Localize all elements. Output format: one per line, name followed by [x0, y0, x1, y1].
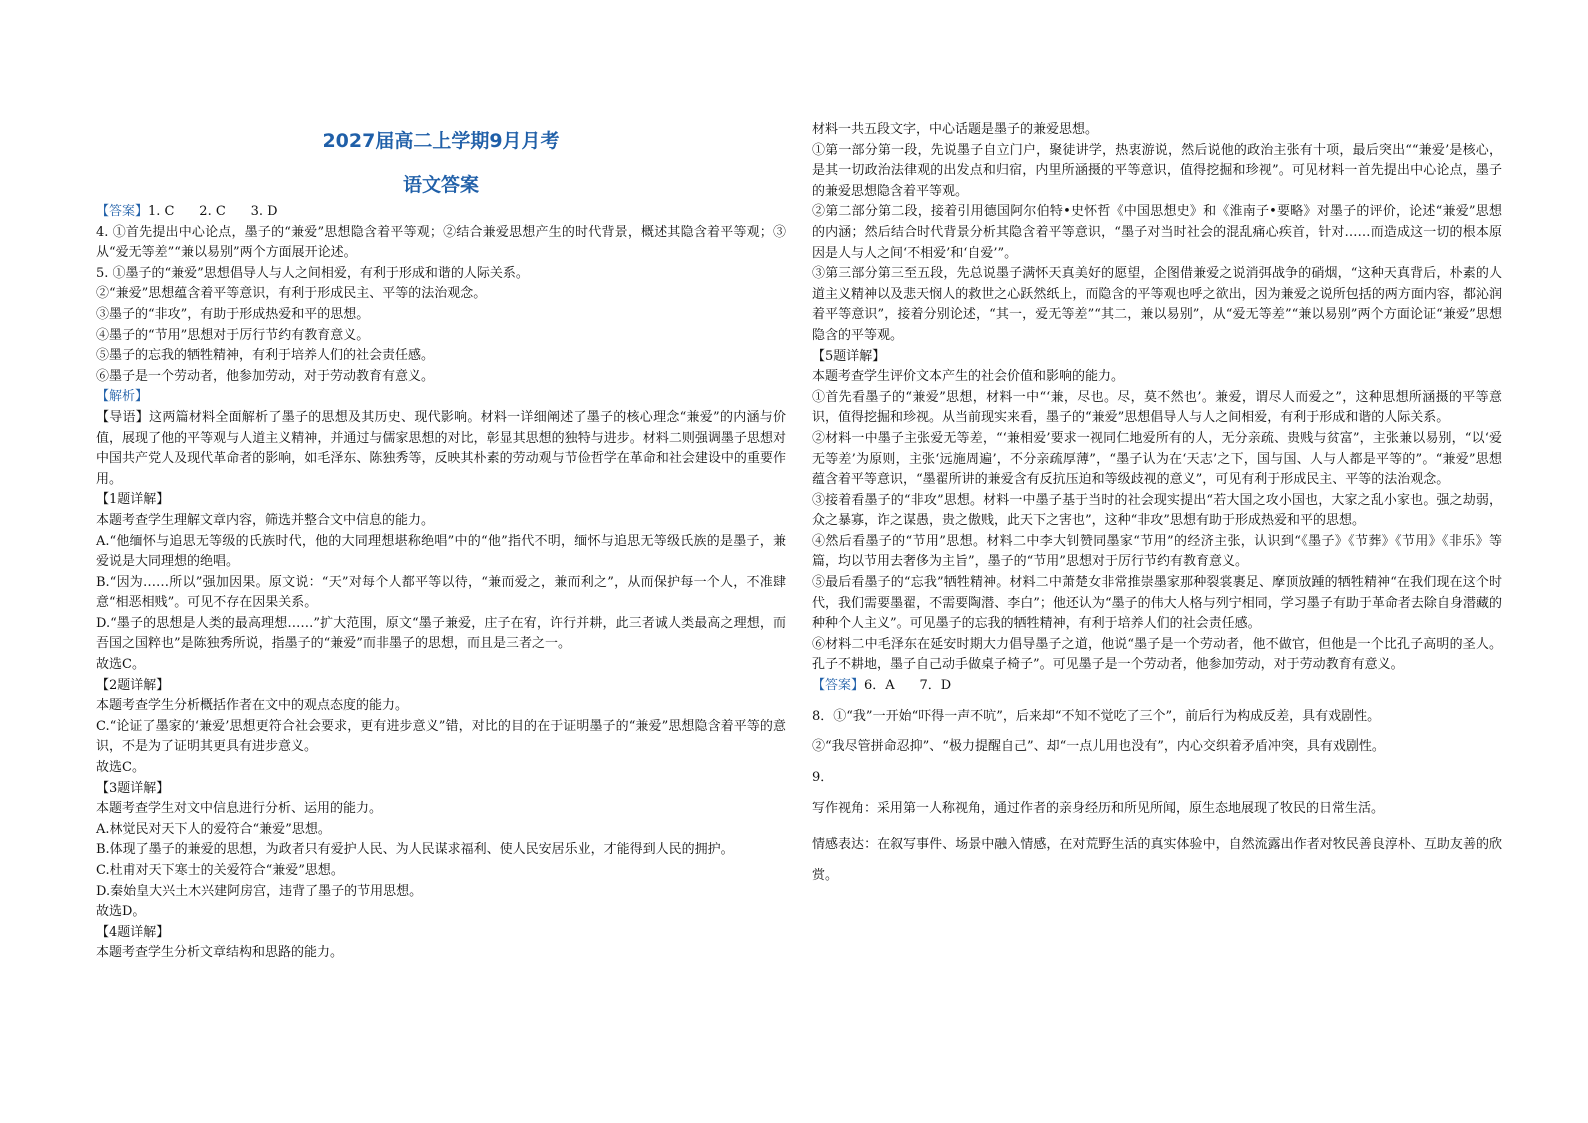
answer-tag: 【答案】: [812, 678, 865, 694]
paragraph: 本题考查学生理解文章内容，筛选并整合文中信息的能力。: [96, 512, 435, 528]
paragraph: C.杜甫对天下寒士的关爱符合“兼爱”思想。: [96, 863, 344, 878]
paragraph: ④然后看墨子的“节用”思想。材料二中李大钊赞同墨家“节用”的经济主张，认识到“《墨子》《节葬》《节用》《非乐》等篇，均以节用去奢侈为主旨”，墨子的“节用”思想对于厉行节约有教育意义。: [812, 533, 1502, 570]
paragraph: 8．①“我”一开始“吓得一声不吭”，后来却“不知不觉吃了三个”，前后行为构成反差，具有戏剧性。: [812, 708, 1381, 724]
paragraph: B.体现了墨子的兼爱的思想，为政者只有爱护人民、为人民谋求福利、使人民安居乐业，才能得到人民的拥护。: [96, 842, 734, 858]
page-title: 2027届高二上学期9月月考: [322, 130, 560, 152]
page-subtitle: 语文答案: [402, 174, 479, 196]
paragraph: ⑤最后看墨子的“忘我”牺牲精神。材料二中萧楚女非常推崇墨家那种裂裳裹足、摩顶放踵的牺牲精神“在我们现在这个时代，我们需要墨翟，不需要陶潜、李白”；他还认为“墨子的伟大人格与列宁相同，学习墨子有助于革命者去除自身潜藏的种种个人主义”。可见墨子的忘我的牺牲精神，有利于培养人们的社会责任感。: [812, 575, 1502, 632]
paragraph: 4. ①首先提出中心论点，墨子的“兼爱”思想隐含着平等观；②结合兼爱思想产生的时代背景，概述其隐含着平等观；③从“爱无等差”“兼以易别”两个方面展开论述。: [96, 224, 786, 261]
answers-8-9: [812, 707, 1502, 892]
paragraph: ①第一部分第一段，先说墨子自立门户，聚徒讲学，热衷游说，然后说他的政治主张有十项，最后突出““兼爱’是核心，是其一切政治法律观的出发点和归宿，内里所涵摄的平等意识，值得挖掘和珍视”。可见材料一首先提出中心论点，墨子的兼爱思想隐含着平等观。: [812, 142, 1502, 199]
paragraph: 9．: [812, 770, 834, 786]
paragraph: B.“因为……所以”强加因果。原文说：“天”对每个人都平等以待，“兼而爱之，兼而利之”，从而保护每一个人，不准肆意“相恶相贱”。可见不存在因果关系。: [96, 574, 786, 611]
section-heading: 【1题详解】: [96, 492, 170, 508]
paragraph: ②第二部分第二段，接着引用德国阿尔伯特•史怀哲《中国思想史》和《淮南子•要略》对墨子的评价，论述“兼爱”思想的内涵；然后结合时代背景分析其隐含着平等意识，“墨子对当时社会的混乱痛心疾首，针对……而造成这一切的根本原因是人与人之间‘不相爱’和‘自爱’”。: [812, 204, 1502, 261]
paragraph: ③接着看墨子的“非攻”思想。材料一中墨子基于当时的社会现实提出“若大国之攻小国也，大家之乱小家也。强之劫弱，众之暴寡，诈之谋愚，贵之傲贱，此天下之害也”，这种“非攻”思想有助于形成热爱和平的思想。: [812, 492, 1502, 529]
paragraph: ②“兼爱”思想蕴含着平等意识，有利于形成民主、平等的法治观念。: [96, 286, 487, 302]
paragraph: ⑤墨子的忘我的牺牲精神，有利于培养人们的社会责任感。: [96, 348, 435, 364]
paragraph: D.秦始皇大兴土木兴建阿房宫，违背了墨子的节用思想。: [96, 883, 423, 899]
paragraph: ⑥墨子是一个劳动者，他参加劳动，对于劳动教育有意义。: [96, 368, 435, 384]
answer-values: 6．A 7．D: [864, 678, 952, 694]
paragraph: 本题考查学生分析概括作者在文中的观点态度的能力。: [96, 698, 409, 714]
section-heading: 【4题详解】: [96, 924, 170, 940]
paragraph: 5. ①墨子的“兼爱”思想倡导人与人之间相爱，有利于形成和谐的人际关系。: [96, 265, 529, 281]
paragraph: 情感表达：在叙写事件、场景中融入情感，在对荒野生活的真实体验中，自然流露出作者对牧民善良淳朴、互助友善的欣赏。: [812, 836, 1502, 883]
paragraph: 故选C。: [96, 657, 145, 673]
paragraph: 【导语】这两篇材料全面解析了墨子的思想及其历史、现代影响。材料一详细阐述了墨子的核心理念“兼爱”的内涵与价值，展现了他的平等观与人道主义精神，并通过与儒家思想的对比，彰显其思想的独特与进步。材料二则强调墨子思想对中国共产党人及现代革命者的影响，如毛泽东、陈独秀等，反映其朴素的劳动观与节俭哲学在革命和社会建设中的重要作用。: [96, 409, 786, 487]
paragraph: C.“论证了墨家的‘兼爱’思想更符合社会要求，更有进步意义”错，对比的目的在于证明墨子的“兼爱”思想隐含着平等的意识，不是为了证明其更具有进步意义。: [96, 718, 786, 755]
paragraph: 本题考查学生对文中信息进行分析、运用的能力。: [96, 801, 383, 817]
paragraph: ③第三部分第三至五段，先总说墨子满怀天真美好的愿望，企图借兼爱之说消弭战争的硝烟，“这种天真背后，朴素的人道主义精神以及悲天悯人的救世之心跃然纸上，而隐含的平等观也呼之欲出，因为兼爱之说所包括的两方面内容，都沁润着平等意识”，接着分别论述，“其一，爱无等差”“其二，兼以易别”，从“爱无等差”“兼以易别”两个方面论证“兼爱”思想隐含的平等观。: [812, 266, 1502, 343]
paragraph: 故选D。: [96, 904, 146, 920]
answer-values: 1. C 2. C 3. D: [148, 204, 278, 219]
paragraph: ②“我尽管拼命忍抑”、“极力提醒自己”、却“一点儿用也没有”，内心交织着矛盾冲突，具有戏剧性。: [812, 739, 1385, 755]
paragraph: ④墨子的“节用”思想对于厉行节约有教育意义。: [96, 327, 370, 343]
paragraph: 本题考查学生评价文本产生的社会价值和影响的能力。: [812, 369, 1125, 385]
section-heading: 【5题详解】: [812, 348, 886, 364]
paragraph: ②材料一中墨子主张爱无等差，“‘兼相爱’要求一视同仁地爱所有的人，无分亲疏、贵贱与贫富”，主张兼以易别，“以‘爱无等差’为原则，主张‘远施周遍’，不分亲疏厚薄”，“墨子认为在‘天志’之下，国与国、人与人都是平等的”。“兼爱”思想蕴含着平等意识，“墨翟所讲的兼爱含有反抗压迫和等级歧视的意义”，可见有利于形成民主、平等的法治观念。: [812, 430, 1502, 488]
paragraph: D.“墨子的思想是人类的最高理想……”扩大范围，原文“墨子兼爱，庄子在宥，许行并耕，此三者诚人类最高之理想，而吾国之国粹也”是陈独秀所说，指墨子的“兼爱”而非墨子的思想，而且是三者之一。: [96, 615, 786, 652]
paragraph: 本题考查学生分析文章结构和思路的能力。: [96, 945, 344, 961]
paragraph: ③墨子的“非攻”，有助于形成热爱和平的思想。: [96, 306, 370, 322]
left-body: [96, 202, 786, 964]
section-heading: 【3题详解】: [96, 780, 170, 796]
paragraph: 故选C。: [96, 760, 145, 776]
paragraph: 材料一共五段文字，中心话题是墨子的兼爱思想。: [812, 122, 1099, 137]
paragraph: A.“他缅怀与追思无等级的氏族时代，他的大同理想堪称绝唱”中的“他”指代不明，缅怀与追思无等级氏族的是墨子，兼爱说是大同理想的绝唱。: [96, 533, 786, 570]
paragraph: ⑥材料二中毛泽东在延安时期大力倡导墨子之道，他说“墨子是一个劳动者，他不做官，但他是一个比孔子高明的圣人。孔子不耕地，墨子自己动手做桌子椅子”。可见墨子是一个劳动者，他参加劳动，对于劳动教育有意义。: [812, 636, 1502, 673]
paragraph: A.林觉民对天下人的爱符合“兼爱”思想。: [96, 821, 331, 837]
answer-line-1-3: [96, 202, 786, 223]
paragraph: 写作视角：采用第一人称视角，通过作者的亲身经历和所见所闻，原生态地展现了牧民的日常生活。: [812, 800, 1385, 816]
section-heading: 【2题详解】: [96, 677, 170, 693]
analysis-tag: 【解析】: [96, 389, 149, 405]
right-body: [812, 120, 1502, 902]
answer-tag: 【答案】: [96, 204, 149, 219]
paragraph: ①首先看墨子的“兼爱”思想，材料一中“‘兼，尽也。尽，莫不然也’。兼爱，谓尽人而爱之”，这种思想所涵摄的平等意识，值得挖掘和珍视。从当前现实来看，墨子的“兼爱”思想倡导人与人之间相爱，有利于形成和谐的人际关系。: [812, 389, 1502, 426]
answer-line-6-7: [812, 676, 1502, 697]
